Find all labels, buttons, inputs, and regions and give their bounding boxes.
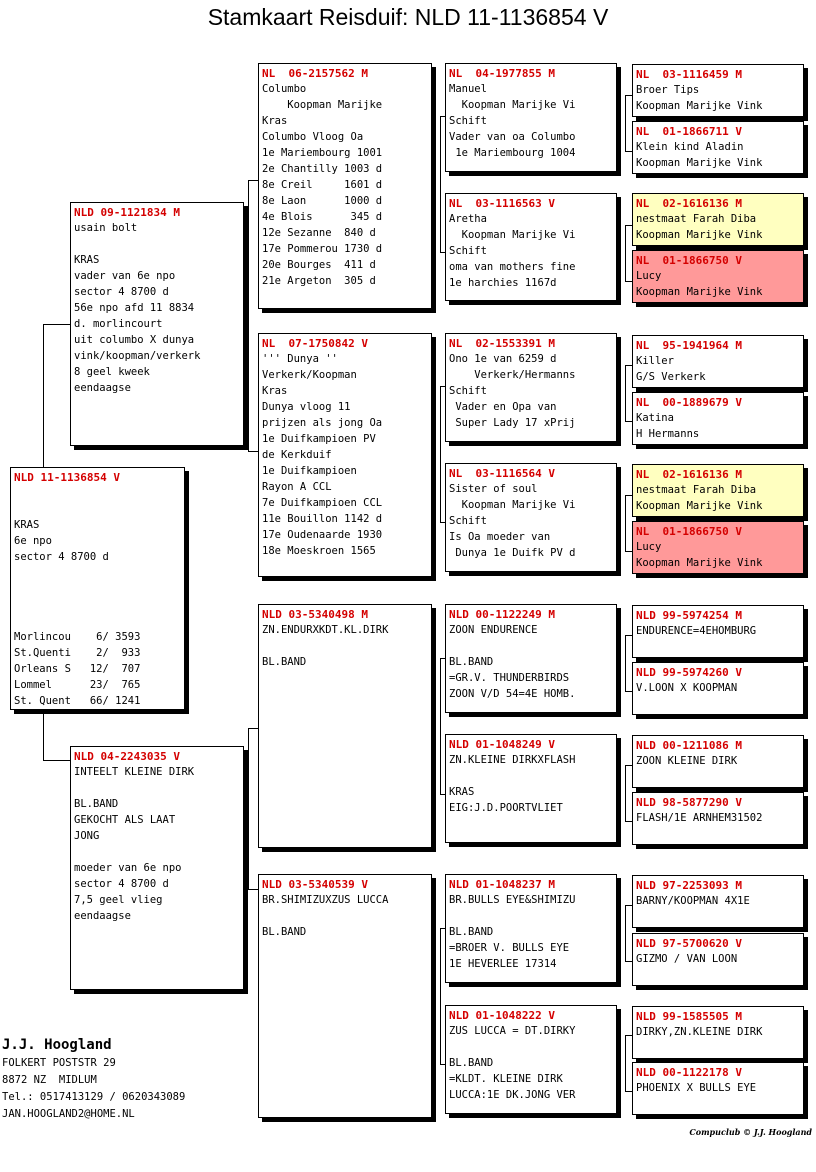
card-lines <box>636 1080 800 1096</box>
grandparent-fm-card <box>258 333 432 577</box>
card-line: Aretha <box>449 213 487 225</box>
gggp-card <box>632 735 804 788</box>
card-line: Schift <box>449 115 487 127</box>
card-line <box>449 908 613 924</box>
card-line: FLASH/1E ARNHEM31502 <box>636 812 763 824</box>
card-line: 8e Laon 1000 d <box>262 195 383 207</box>
card-line <box>449 1039 613 1055</box>
card-line: 7e Duifkampioen CCL <box>262 497 383 509</box>
card-line <box>74 236 240 252</box>
card-lines <box>449 752 613 816</box>
card-line: G/S Verkerk <box>636 371 706 383</box>
card-line: Vader van oa Columbo <box>449 131 576 143</box>
card-line: Koopman Marijke Vink <box>636 286 763 298</box>
ring-number: NL 01-1866711 V <box>636 125 742 138</box>
card-line: Lucy <box>636 270 662 282</box>
ring-number: NLD 03-5340539 V <box>262 878 368 891</box>
card-lines <box>636 139 800 171</box>
card-lines <box>449 1023 613 1103</box>
card-line: sector 4 8700 d <box>74 878 169 890</box>
gggp-card <box>632 121 804 174</box>
card-line: 1e Duifkampioen <box>262 465 357 477</box>
card-lines <box>636 410 800 442</box>
card-line: 18e Moeskroen 1565 <box>262 545 376 557</box>
footer-credit: Compuclub © J.J. Hoogland <box>689 1127 812 1137</box>
gggp-card <box>632 335 804 388</box>
ring-number: NLD 98-5877290 V <box>636 796 742 809</box>
card-line: BL.BAND <box>74 798 119 810</box>
card-line: 1e Duifkampioen PV <box>262 433 376 445</box>
card-line: Klein kind Aladin <box>636 141 744 153</box>
card-line: eendaagse <box>74 910 131 922</box>
card-line: ENDURENCE=4EHOMBURG <box>636 625 757 637</box>
card-line: BL.BAND <box>449 926 494 938</box>
card-line: 8e Creil 1601 d <box>262 179 383 191</box>
card-line: 12e Sezanne 840 d <box>262 227 376 239</box>
ring-number: NL 02-1616136 M <box>636 468 742 481</box>
card-lines <box>636 211 800 243</box>
card-line: 1e harchies 1167d <box>449 277 557 289</box>
card-lines <box>449 81 613 161</box>
owner-phone: Tel.: 0517413129 / 0620343089 <box>2 1091 186 1103</box>
card-line: H Hermanns <box>636 428 700 440</box>
card-line: ZOON ENDURENCE <box>449 624 538 636</box>
card-lines <box>636 268 800 300</box>
ggp-mmm-card <box>445 1005 617 1114</box>
owner-block <box>2 1035 185 1123</box>
card-line <box>14 501 181 517</box>
card-line <box>74 844 240 860</box>
card-lines <box>449 351 613 431</box>
card-line: Lucy <box>636 541 662 553</box>
ring-number: NL 03-1116459 M <box>636 68 742 81</box>
card-line <box>449 638 613 654</box>
owner-city: 8872 NZ MIDLUM <box>2 1074 97 1086</box>
ggp-fff-card <box>445 63 617 172</box>
card-line: ZN.ENDURXKDT.KL.DIRK <box>262 624 389 636</box>
card-line: 7,5 geel vlieg <box>74 894 163 906</box>
card-lines <box>449 211 613 291</box>
card-line: Kras <box>262 385 288 397</box>
card-line: 17e Pommerou 1730 d <box>262 243 383 255</box>
card-line: 21e Argeton 305 d <box>262 275 376 287</box>
card-line: 56e npo afd 11 8834 <box>74 302 195 314</box>
gggp-card <box>632 521 804 574</box>
card-line: V.LOON X KOOPMAN <box>636 682 738 694</box>
gggp-card <box>632 250 804 303</box>
card-lines <box>636 753 800 769</box>
card-line: sector 4 8700 d <box>74 286 169 298</box>
ring-number: NL 01-1866750 V <box>636 525 742 538</box>
card-line: moeder van 6e npo <box>74 862 182 874</box>
card-line: Super Lady 17 xPrij <box>449 417 576 429</box>
card-lines <box>449 622 613 702</box>
card-line <box>14 581 181 597</box>
card-line: BARNY/KOOPMAN 4X1E <box>636 895 750 907</box>
card-line: BR.BULLS EYE&SHIMIZU <box>449 894 576 906</box>
card-line: Koopman Marijke Vink <box>636 157 763 169</box>
card-line: BL.BAND <box>262 926 307 938</box>
card-line: St.Quenti 2/ 933 <box>14 647 141 659</box>
card-line: ZN.KLEINE DIRKXFLASH <box>449 754 576 766</box>
card-line: =GR.V. THUNDERBIRDS <box>449 672 570 684</box>
card-lines <box>636 623 800 639</box>
mother-card <box>70 746 244 990</box>
owner-name: J.J. Hoogland <box>2 1037 112 1053</box>
card-lines <box>14 485 181 709</box>
card-line: Kras <box>262 115 288 127</box>
card-line: 1E HEVERLEE 17314 <box>449 958 557 970</box>
card-line: nestmaat Farah Diba <box>636 213 757 225</box>
gggp-card <box>632 193 804 246</box>
ring-number: NL 00-1889679 V <box>636 396 742 409</box>
gggp-card <box>632 933 804 986</box>
card-lines <box>636 810 800 826</box>
card-line: Katina <box>636 412 674 424</box>
card-line: Koopman Marijke Vi <box>449 499 576 511</box>
ring-number: NL 02-1553391 M <box>449 337 555 350</box>
ring-number: NL 07-1750842 V <box>262 337 368 350</box>
card-line: 8 geel kweek <box>74 366 150 378</box>
card-lines <box>636 893 800 909</box>
card-line: JONG <box>74 830 100 842</box>
card-line: ZOON V/D 54=4E HOMB. <box>449 688 576 700</box>
ring-number: NLD 00-1122249 M <box>449 608 555 621</box>
card-line: nestmaat Farah Diba <box>636 484 757 496</box>
card-line: vader van 6e npo <box>74 270 176 282</box>
ggp-ffm-card <box>445 193 617 301</box>
card-line: Koopman Marijke Vink <box>636 557 763 569</box>
card-line <box>262 638 428 654</box>
card-line: Killer <box>636 355 674 367</box>
card-line: Koopman Marijke Vink <box>636 229 763 241</box>
ring-number: NLD 04-2243035 V <box>74 750 180 763</box>
gggp-card <box>632 792 804 845</box>
subject-pigeon-card <box>10 467 185 710</box>
card-line: =BROER V. BULLS EYE <box>449 942 570 954</box>
card-line: de Kerkduif <box>262 449 332 461</box>
card-lines <box>262 81 428 289</box>
ggp-fmm-card <box>445 463 617 572</box>
ring-number: NLD 99-1585505 M <box>636 1010 742 1023</box>
card-lines <box>636 680 800 696</box>
card-line: ZOON KLEINE DIRK <box>636 755 738 767</box>
card-line: Koopman Marijke Vi <box>449 229 576 241</box>
ggp-mff-card <box>445 604 617 713</box>
card-lines <box>636 951 800 967</box>
card-line: ZUS LUCCA = DT.DIRKY <box>449 1025 576 1037</box>
card-lines <box>262 892 428 940</box>
card-lines <box>636 539 800 571</box>
card-line: BL.BAND <box>449 656 494 668</box>
gggp-card <box>632 662 804 715</box>
card-lines <box>636 82 800 114</box>
card-line: oma van mothers fine <box>449 261 576 273</box>
ring-number: NLD 99-5974254 M <box>636 609 742 622</box>
card-line: vink/koopman/verkerk <box>74 350 201 362</box>
card-line: Koopman Marijke Vink <box>636 500 763 512</box>
ggp-mmf-card <box>445 874 617 983</box>
ring-number: NL 06-2157562 M <box>262 67 368 80</box>
ring-number: NLD 99-5974260 V <box>636 666 742 679</box>
card-line: prijzen als jong Oa <box>262 417 383 429</box>
card-line <box>74 780 240 796</box>
card-line: PHOENIX X BULLS EYE <box>636 1082 757 1094</box>
ring-number: NLD 03-5340498 M <box>262 608 368 621</box>
gggp-card <box>632 464 804 517</box>
ring-number: NLD 09-1121834 M <box>74 206 180 219</box>
ring-number: NL 03-1116564 V <box>449 467 555 480</box>
ggp-fmf-card <box>445 333 617 442</box>
card-line: BL.BAND <box>262 656 307 668</box>
ring-number: NLD 01-1048249 V <box>449 738 555 751</box>
card-line: 1e Mariembourg 1001 <box>262 147 383 159</box>
gggp-card <box>632 875 804 928</box>
card-line: INTEELT KLEINE DIRK <box>74 766 195 778</box>
grandparent-mf-card <box>258 604 432 848</box>
card-line: =KLDT. KLEINE DIRK <box>449 1073 563 1085</box>
ring-number: NL 95-1941964 M <box>636 339 742 352</box>
ring-number: NL 02-1616136 M <box>636 197 742 210</box>
grandparent-ff-card <box>258 63 432 309</box>
card-line: Is Oa moeder van <box>449 531 551 543</box>
card-line <box>14 613 181 629</box>
ring-number: NLD 11-1136854 V <box>14 471 120 484</box>
card-line: Verkerk/Koopman <box>262 369 357 381</box>
card-line: ''' Dunya '' <box>262 353 338 365</box>
card-line: Koopman Marijke <box>262 99 383 111</box>
card-line: Lommel 23/ 765 <box>14 679 141 691</box>
card-line: d. morlincourt <box>74 318 163 330</box>
card-line: Koopman Marijke Vi <box>449 99 576 111</box>
card-line: eendaagse <box>74 382 131 394</box>
card-line: Orleans S 12/ 707 <box>14 663 141 675</box>
card-line: LUCCA:1E DK.JONG VER <box>449 1089 576 1101</box>
card-lines <box>636 1024 800 1040</box>
ring-number: NL 01-1866750 V <box>636 254 742 267</box>
card-line: BR.SHIMIZUXZUS LUCCA <box>262 894 389 906</box>
card-line: St. Quent 66/ 1241 <box>14 695 141 707</box>
card-line: 2e Chantilly 1003 d <box>262 163 383 175</box>
ring-number: NLD 97-2253093 M <box>636 879 742 892</box>
ring-number: NLD 00-1211086 M <box>636 739 742 752</box>
card-line: Schift <box>449 515 487 527</box>
card-line: Columbo <box>262 83 307 95</box>
card-line: usain bolt <box>74 222 138 234</box>
ring-number: NLD 97-5700620 V <box>636 937 742 950</box>
gggp-card <box>632 1006 804 1059</box>
card-line: GIZMO / VAN LOON <box>636 953 738 965</box>
card-line: KRAS <box>14 519 40 531</box>
card-line <box>449 768 613 784</box>
card-line: EIG:J.D.POORTVLIET <box>449 802 563 814</box>
card-line <box>262 908 428 924</box>
card-lines <box>636 353 800 385</box>
card-line: 17e Oudenaarde 1930 <box>262 529 383 541</box>
card-line: Schift <box>449 385 487 397</box>
card-lines <box>449 481 613 561</box>
card-lines <box>74 764 240 924</box>
ring-number: NL 04-1977855 M <box>449 67 555 80</box>
ring-number: NLD 00-1122178 V <box>636 1066 742 1079</box>
owner-address: FOLKERT POSTSTR 29 <box>2 1057 116 1069</box>
card-line: Dunya 1e Duifk PV d <box>449 547 576 559</box>
card-line: 11e Bouillon 1142 d <box>262 513 383 525</box>
card-line: KRAS <box>449 786 475 798</box>
ggp-mfm-card <box>445 734 617 843</box>
card-line: sector 4 8700 d <box>14 551 109 563</box>
card-line: 6e npo <box>14 535 52 547</box>
card-line: Vader en Opa van <box>449 401 557 413</box>
gggp-card <box>632 392 804 445</box>
card-line: Rayon A CCL <box>262 481 332 493</box>
card-line: BL.BAND <box>449 1057 494 1069</box>
card-line: 4e Blois 345 d <box>262 211 383 223</box>
card-line: Manuel <box>449 83 487 95</box>
father-card <box>70 202 244 446</box>
card-line: Koopman Marijke Vink <box>636 100 763 112</box>
card-line <box>14 565 181 581</box>
card-line: Ono 1e van 6259 d <box>449 353 557 365</box>
card-line <box>14 597 181 613</box>
card-line <box>14 485 181 501</box>
gggp-card <box>632 64 804 117</box>
card-lines <box>449 892 613 972</box>
gggp-card <box>632 1062 804 1115</box>
card-lines <box>636 482 800 514</box>
owner-email: JAN.HOOGLAND2@HOME.NL <box>2 1108 135 1120</box>
card-lines <box>262 622 428 670</box>
card-line: Schift <box>449 245 487 257</box>
ring-number: NLD 01-1048237 M <box>449 878 555 891</box>
card-lines <box>262 351 428 559</box>
gggp-card <box>632 605 804 658</box>
card-line: 20e Bourges 411 d <box>262 259 376 271</box>
card-line: uit columbo X dunya <box>74 334 195 346</box>
ring-number: NLD 01-1048222 V <box>449 1009 555 1022</box>
card-line: Sister of soul <box>449 483 538 495</box>
card-line: Morlincou 6/ 3593 <box>14 631 141 643</box>
card-lines <box>74 220 240 396</box>
ring-number: NL 03-1116563 V <box>449 197 555 210</box>
grandparent-mm-card <box>258 874 432 1118</box>
page-title: Stamkaart Reisduif: NLD 11-1136854 V <box>207 4 609 30</box>
card-line: Dunya vloog 11 <box>262 401 351 413</box>
card-line: DIRKY,ZN.KLEINE DIRK <box>636 1026 763 1038</box>
card-line: Columbo Vloog Oa <box>262 131 364 143</box>
card-line: 1e Mariembourg 1004 <box>449 147 576 159</box>
card-line: Broer Tips <box>636 84 700 96</box>
card-line: Verkerk/Hermanns <box>449 369 576 381</box>
card-line: KRAS <box>74 254 100 266</box>
card-line: GEKOCHT ALS LAAT <box>74 814 176 826</box>
